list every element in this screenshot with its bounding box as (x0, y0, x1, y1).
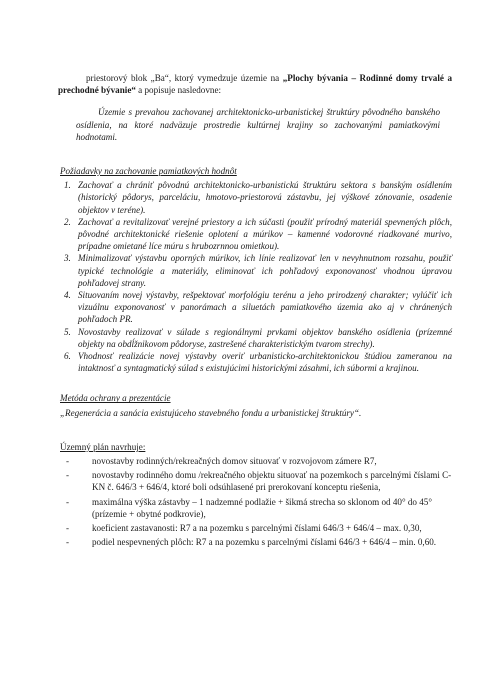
intro-text-end: a popisuje nasledovne: (135, 85, 222, 96)
item-text: Novostavby realizovať v súlade s regionálnymi prvkami objektov banského osídlenia (prízemné objekty na obdĺžnikovom pôdoryse, zastrešené charakteristickým tvarom strechy). (78, 326, 452, 349)
list-item (58, 455, 452, 467)
item-text: novostavby rodinných/rekreačných domov situovať v rozvojovom zámere R7, (92, 456, 377, 467)
item-number: 6. (64, 351, 71, 362)
bullet-dash: - (66, 537, 70, 548)
item-number: 3. (64, 253, 71, 264)
method-text: „Regenerácia a sanácia existujúceho stavebného fondu a urbanistickej štruktúry“. (60, 407, 362, 418)
bullet-dash: - (66, 523, 70, 534)
bullet-dash: - (66, 456, 70, 467)
item-text: Zachovať a revitalizovať verejné priestory a ich súčasti (použiť prírodný materiál spevnených plôch, pôvodné architektonické riešenie oplotení a múrikov – kamenné vodorovné riadkované murivo, prípadne omietané líce múru s hrubozrnnou omietkou). (78, 216, 452, 252)
item-text: koeficient zastavanosti: R7 a na pozemku s parcelnými číslami 646/3 + 646/4 – max. 0,30, (92, 523, 422, 534)
bullet-dash: - (66, 470, 70, 481)
intro-paragraph (58, 72, 452, 96)
list-item (58, 252, 452, 289)
intro-bold-zone: „Plochy bývania – Rodinné domy trvalé a prechodné bývanie“ (58, 73, 452, 96)
intro-text-start: priestorový blok „Ba“, ktorý vymedzuje územie na (86, 73, 283, 83)
item-number: 5. (64, 326, 71, 337)
list-item (58, 216, 452, 253)
list-item (58, 350, 452, 374)
bullet-dash: - (66, 496, 70, 507)
zone-description: Územie s prevahou zachovanej architektonicko-urbanistickej štruktúry pôvodného banského osídlenia, na ktoré nadväzuje prostredie kultúrnej krajiny so zachovanými pamiatkovými hodnotami. (76, 107, 440, 142)
item-text: novostavby rodinného domu /rekreačného objektu situovať na pozemkoch s parcelnými číslami C-KN č. 646/3 + 646/4, ktoré boli odsúhlasené pri prerokovaní konceptu riešenia, (92, 470, 452, 493)
list-item (58, 326, 452, 350)
method-heading: Metóda ochrany a prezentácie (60, 393, 171, 404)
list-item (58, 289, 452, 326)
list-item (58, 496, 452, 520)
item-text: Zachovať a chrániť pôvodnú architektonicko-urbanistickú štruktúru sektora s banským osídlením (historický pôdorys, parceláciu, hmotovo-priestorovú zástavbu, jej výškové zónovanie, osadenie objektov v teréne). (78, 180, 452, 215)
item-text: Vhodnosť realizácie novej výstavby overiť urbanisticko-architektonickou štúdiou zameranou na intaktnosť a syntagmatický súlad s existujúcimi historickými zásahmi, ich súbormi a krajinou. (78, 351, 452, 374)
requirements-list (58, 179, 452, 374)
item-text: maximálna výška zástavby – 1 nadzemné podlažie + šikmá strecha so sklonom od 40° do 45° (prízemie + obytné podkrovie), (92, 496, 432, 519)
item-text: Situovaním novej výstavby, rešpektovať morfológiu terénu a jeho prirodzený charakter; vylúčiť ich vizuálnu exponovanosť v panorámach a siluetách pamiatkového územia ako aj v chránených pohľadoch PR. (78, 290, 452, 325)
list-item (58, 179, 452, 216)
item-number: 1. (64, 180, 71, 191)
list-item (58, 522, 452, 534)
list-item (58, 536, 452, 548)
item-text: podiel nespevnených plôch: R7 a na pozemku s parcelnými číslami 646/3 + 646/4 – min. 0,60. (92, 537, 437, 548)
item-number: 2. (64, 216, 71, 227)
item-text: Minimalizovať výstavbu oporných múrikov, ich línie realizovať len v nevyhnutnom rozsahu, použiť typické technológie a materiály, eliminovať ich pohľadový exponovanosť vhodnou úpravou pohľadovej strany. (78, 253, 452, 288)
plan-heading: Územný plán navrhuje: (60, 441, 146, 452)
plan-list (58, 455, 452, 548)
requirements-heading: Požiadavky na zachovanie pamiatkových hodnôt (60, 166, 237, 177)
item-number: 4. (64, 290, 71, 301)
list-item (58, 469, 452, 493)
